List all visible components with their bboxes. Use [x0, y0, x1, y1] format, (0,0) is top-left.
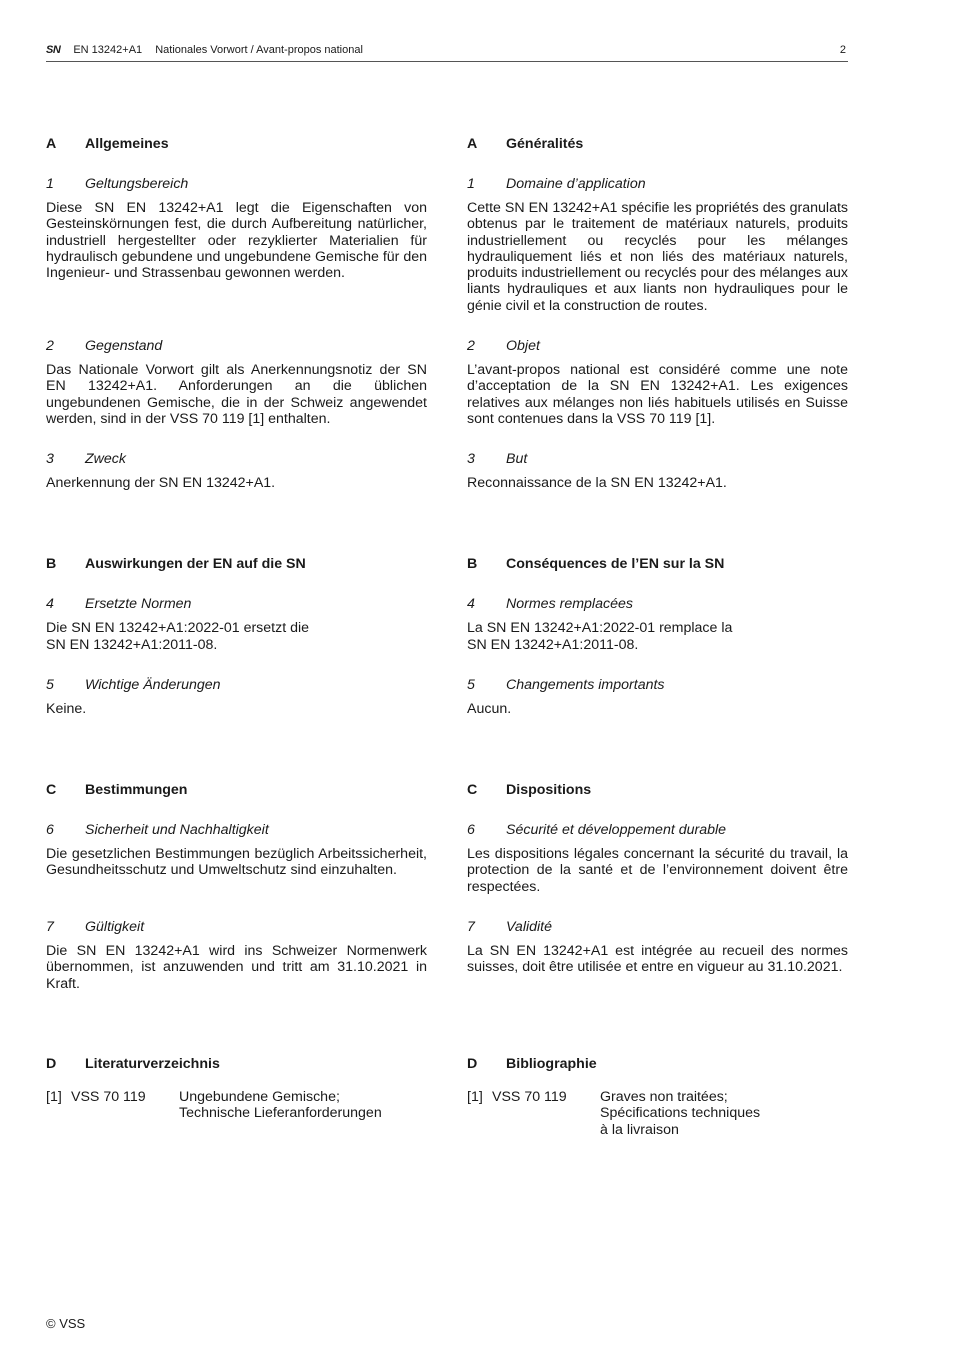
clause-2-text: Das Nationale Vorwort gilt als Anerkennungsnotiz der SN EN 13242+A1. Anforderungen an die üblichen ungebundenen Gemische, die in der Schweiz angewendet werden, sind in der VSS 70 119 [1] enthalten.: [46, 362, 427, 427]
clause-2-text: L’avant-propos national est considéré comme une note d’acceptation de la SN EN 13242+A1. Les exigences relatives aux mélanges non liés habituels utilisés en Suisse sont contenues dans la VSS 70 119 [1].: [467, 362, 848, 427]
section-letter: A: [46, 136, 57, 152]
clause-title: Domaine d’application: [506, 176, 646, 192]
reference-title-line-2: Technische Lieferanforderungen: [179, 1105, 382, 1122]
clause-title: Normes remplacées: [506, 596, 633, 612]
clause-4-line-2: SN EN 13242+A1:2011-08.: [467, 637, 639, 653]
clause-title: Sécurité et développement durable: [506, 822, 727, 838]
clause-number: 5: [467, 677, 475, 693]
reference-number: [1]: [46, 1089, 62, 1105]
clause-4-line-1: La SN EN 13242+A1:2022-01 remplace la: [467, 620, 733, 636]
clause-title: Zweck: [85, 451, 126, 467]
page-number: 2: [839, 44, 846, 56]
section-letter: D: [467, 1056, 478, 1072]
clause-number: 7: [467, 919, 475, 935]
clause-number: 2: [46, 338, 54, 354]
clause-title: Gültigkeit: [85, 919, 145, 935]
clause-title: Wichtige Änderungen: [85, 677, 221, 693]
clause-number: 7: [46, 919, 54, 935]
sn-logo: SN: [46, 44, 61, 56]
clause-7-text: La SN EN 13242+A1 est intégrée au recueil des normes suisses, doit être utilisée et entre en vigueur au 31.10.2021.: [467, 943, 848, 976]
clause-number: 3: [46, 451, 54, 467]
clause-title: But: [506, 451, 528, 467]
section-title: Généralités: [506, 136, 584, 152]
clause-5-text: Aucun.: [467, 701, 512, 717]
header-title: Nationales Vorwort / Avant-propos national: [155, 44, 363, 56]
clause-title: Geltungsbereich: [85, 176, 189, 192]
clause-6-text: Les dispositions légales concernant la sécurité du travail, la protection de la santé et de l’environnement doivent être respectées.: [467, 846, 848, 895]
clause-number: 3: [467, 451, 475, 467]
section-title: Literaturverzeichnis: [85, 1056, 220, 1072]
clause-title: Ersetzte Normen: [85, 596, 192, 612]
clause-1-text: Cette SN EN 13242+A1 spécifie les propriétés des granulats obtenus par le traitement de matériaux naturels, produits industriellement ou recyclés pour les mélanges hydrauliquement liés et non liés des matériaux naturels, produits industriellement ou recyclés pour des mélanges aux liants hydrauliques et aux liants non hydrauliques pour le génie civil et la construction de routes.: [467, 200, 848, 314]
clause-title: Sicherheit und Nachhaltigkeit: [85, 822, 269, 838]
clause-number: 6: [46, 822, 54, 838]
reference-title-line-2: Spécifications techniques: [600, 1105, 761, 1122]
section-letter: D: [46, 1056, 57, 1072]
header-standard: EN 13242+A1: [73, 44, 143, 56]
section-title: Bibliographie: [506, 1056, 597, 1072]
section-title: Allgemeines: [85, 136, 169, 152]
page-header: [46, 42, 848, 62]
section-title: Bestimmungen: [85, 782, 188, 798]
section-title: Auswirkungen der EN auf die SN: [85, 556, 306, 572]
section-letter: B: [46, 556, 57, 572]
clause-title: Objet: [506, 338, 540, 354]
clause-title: Validité: [506, 919, 553, 935]
clause-1-text: Diese SN EN 13242+A1 legt die Eigenschaften von Gesteinskörnungen fest, die durch Aufbereitung natürlicher, industriell hergestellter oder rezyklierter Materialien für hydraulisch gebundene und ungebundene Gemische für den Ingenieur- und Strassenbau gewonnen werden.: [46, 200, 427, 282]
section-letter: A: [467, 136, 478, 152]
section-letter: C: [46, 782, 57, 798]
clause-number: 6: [467, 822, 475, 838]
clause-number: 4: [46, 596, 54, 612]
section-title: Dispositions: [506, 782, 592, 798]
reference-title-line-3: à la livraison: [600, 1121, 679, 1138]
section-letter: B: [467, 556, 478, 572]
copyright: © VSS: [46, 1316, 86, 1331]
reference-number: [1]: [467, 1089, 483, 1105]
clause-title: Gegenstand: [85, 338, 163, 354]
clause-7-text: Die SN EN 13242+A1 wird ins Schweizer Normenwerk übernommen, ist anzuwenden und tritt am 31.10.2021 in Kraft.: [46, 943, 427, 992]
clause-5-text: Keine.: [46, 701, 87, 717]
clause-title: Changements importants: [506, 677, 665, 693]
clause-4-line-1: Die SN EN 13242+A1:2022-01 ersetzt die: [46, 620, 310, 636]
reference-code: VSS 70 119: [492, 1089, 567, 1105]
clause-number: 1: [467, 176, 475, 192]
clause-number: 4: [467, 596, 475, 612]
clause-3-text: Anerkennung der SN EN 13242+A1.: [46, 475, 276, 491]
clause-number: 5: [46, 677, 54, 693]
clause-4-line-2: SN EN 13242+A1:2011-08.: [46, 637, 218, 653]
section-title: Conséquences de l’EN sur la SN: [506, 556, 725, 572]
clause-6-text: Die gesetzlichen Bestimmungen bezüglich Arbeitssicherheit, Gesundheitsschutz und Umweltschutz sind einzuhalten.: [46, 846, 427, 879]
clause-number: 1: [46, 176, 54, 192]
clause-number: 2: [467, 338, 475, 354]
section-letter: C: [467, 782, 478, 798]
reference-title-line-1: Ungebundene Gemische;: [179, 1089, 340, 1105]
clause-3-text: Reconnaissance de la SN EN 13242+A1.: [467, 475, 727, 491]
reference-code: VSS 70 119: [71, 1089, 146, 1105]
reference-title-line-1: Graves non traitées;: [600, 1089, 728, 1105]
